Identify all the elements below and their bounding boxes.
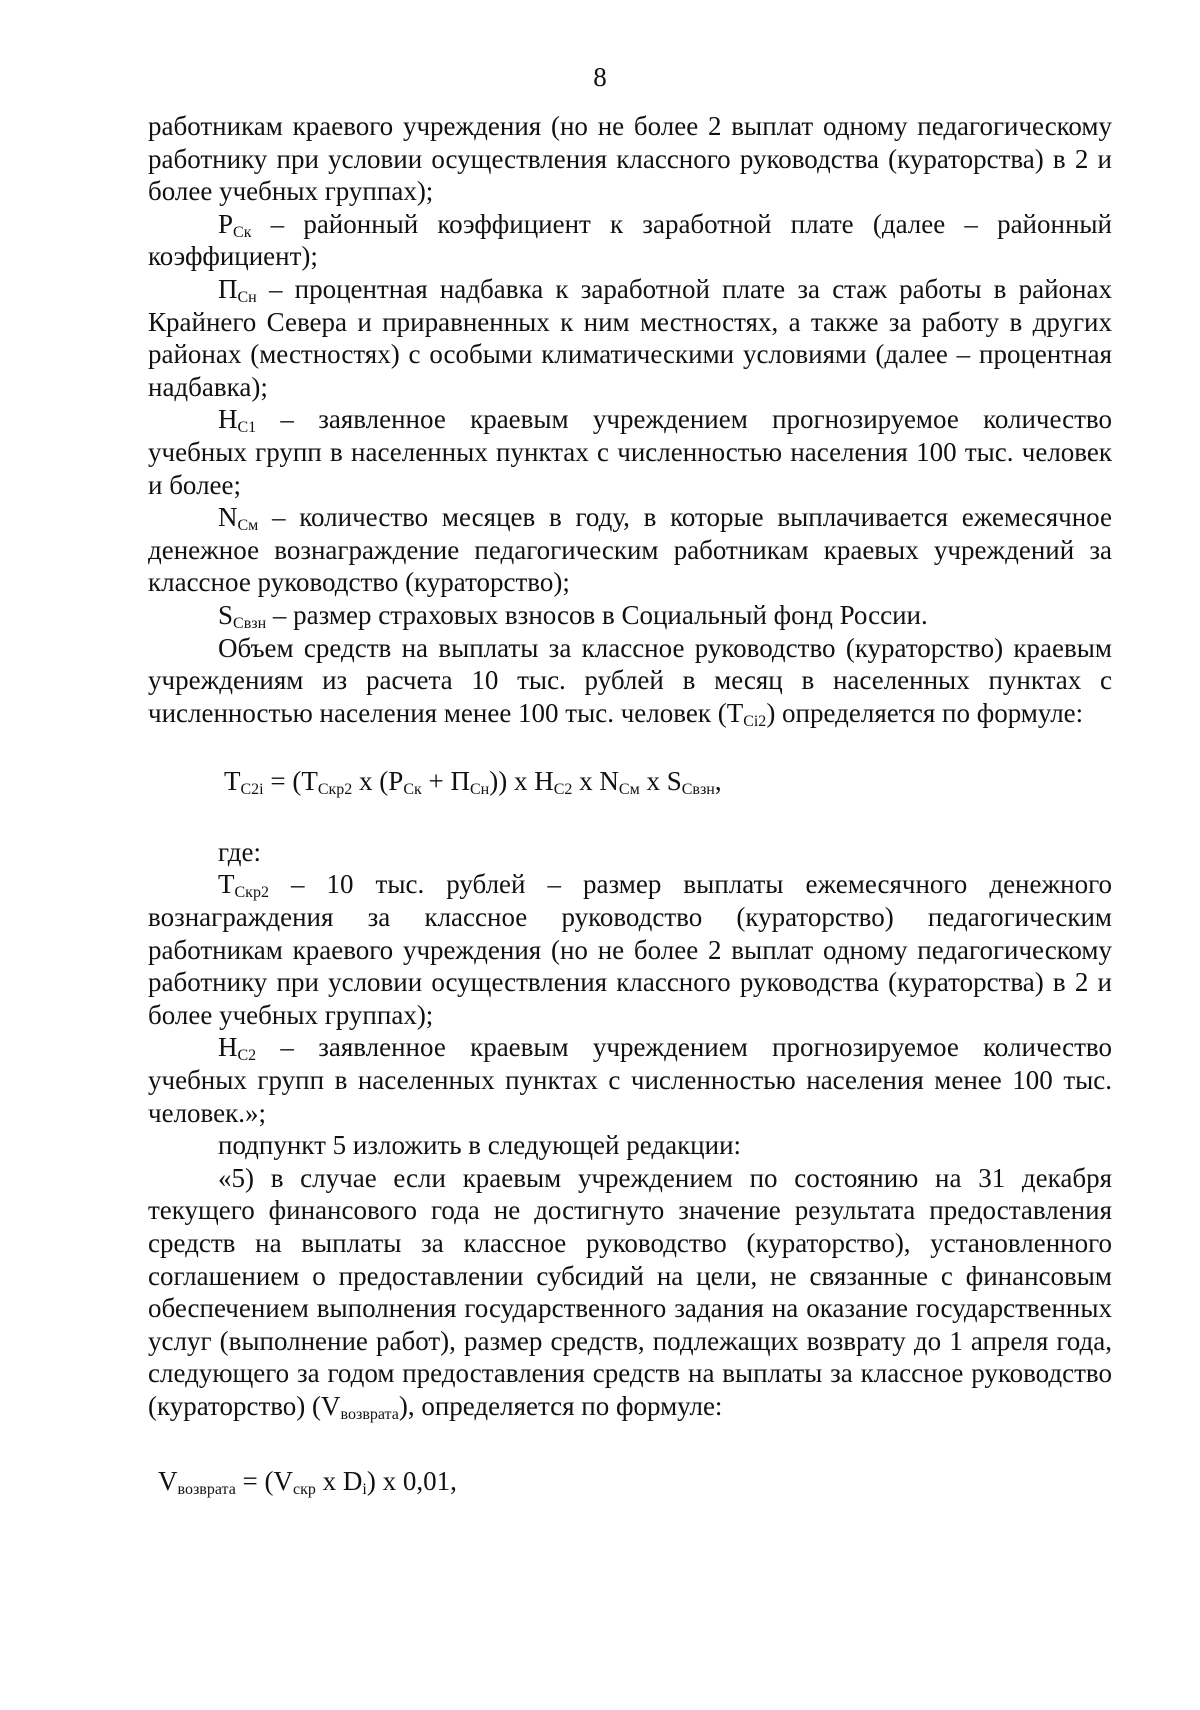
definition-months-count: $N_{См}$ – количество месяцев в году, в которые выплачивается ежемесячное денежное вознаграждение педагогическим работникам краевых учреждений за классное руководство (кураторство); [148, 502, 1112, 598]
where-label: где: [218, 836, 261, 867]
definition-groups-large-settlements: $Н_{С1}$ – заявленное краевым учреждением прогнозируемое количество учебных групп в населенных пунктах с численностью населения 100 тыс. человек и более; [148, 404, 1112, 500]
formula-tc2i: $Т_{С2i} = (Т_{Скр2}$ х $(Р_{Ск} + П_{Сн})$) х $Н_{С2}$ х $N_{См}$ х $S_{Свзн}$, [224, 766, 722, 799]
page-number: 8 [593, 62, 607, 92]
paragraph-subpoint-5: подпункт 5 изложить в следующей редакции: [218, 1130, 742, 1161]
definition-groups-small-settlements: $Н_{С2}$ – заявленное краевым учреждением прогнозируемое количество учебных групп в населенных пунктах с численностью населения менее 100 тыс. человек.»; [148, 1032, 1112, 1128]
paragraph-volume-of-funds: Объем средств на выплаты за классное руководство (кураторство) краевым учреждениям из расчета 10 тыс. рублей в месяц в населенных пунктах с численностью населения менее 100 тыс. человек $(Т_{Сi2})$ определяется по формуле: [148, 632, 1112, 730]
definition-percent-bonus: $П_{Сн}$ – процентная надбавка к заработной плате за стаж работы в районах Крайнего Севера и приравненных к ним местностях, а также за работу в других районах (местностях) с особыми климатическими условиями (далее – процентная надбавка); [148, 273, 1112, 402]
definition-insurance-contributions: $S_{Свзн}$ – размер страховых взносов в Социальный фонд России. [218, 599, 928, 632]
definition-district-coefficient: $P_{Ск}$ – районный коэффициент к заработной плате (далее – районный коэффициент); [148, 208, 1112, 272]
paragraph-continuation: работникам краевого учреждения (но не более 2 выплат одному педагогическому работнику при условии осуществления классного руководства (кураторства) в 2 и более учебных группах); [148, 111, 1112, 207]
definition-payment-size: $Т_{Скр2} - 10$ тыс. рублей – размер выплаты ежемесячного денежного вознаграждения за классное руководство (кураторство) педагогическим работникам краевого учреждения (но не более 2 выплат одному педагогическому работнику при условии осуществления классного руководства (кураторства) в 2 и более учебных группах); [148, 869, 1112, 1030]
document-body [148, 110, 1112, 1497]
paragraph-point-5-text: «5) в случае если краевым учреждением по состоянию на 31 декабря текущего финансового года не достигнуто значение результата предоставления средств на выплаты за классное руководство (кураторство), установленного соглашением о предоставлении субсидий на цели, не связанные с финансовым обеспечением выполнения государственного задания на оказание государственных услуг (выполнение работ), размер средств, подлежащих возврату до 1 апреля года, следующего за годом предоставления средств на выплаты за классное руководство (кураторство) $(V_{возврата})$, определяется по формуле: [148, 1162, 1112, 1423]
formula-v-return: $V_{возврата} = (V_{скр}$ х $D_i$) х 0,01, [158, 1465, 457, 1498]
